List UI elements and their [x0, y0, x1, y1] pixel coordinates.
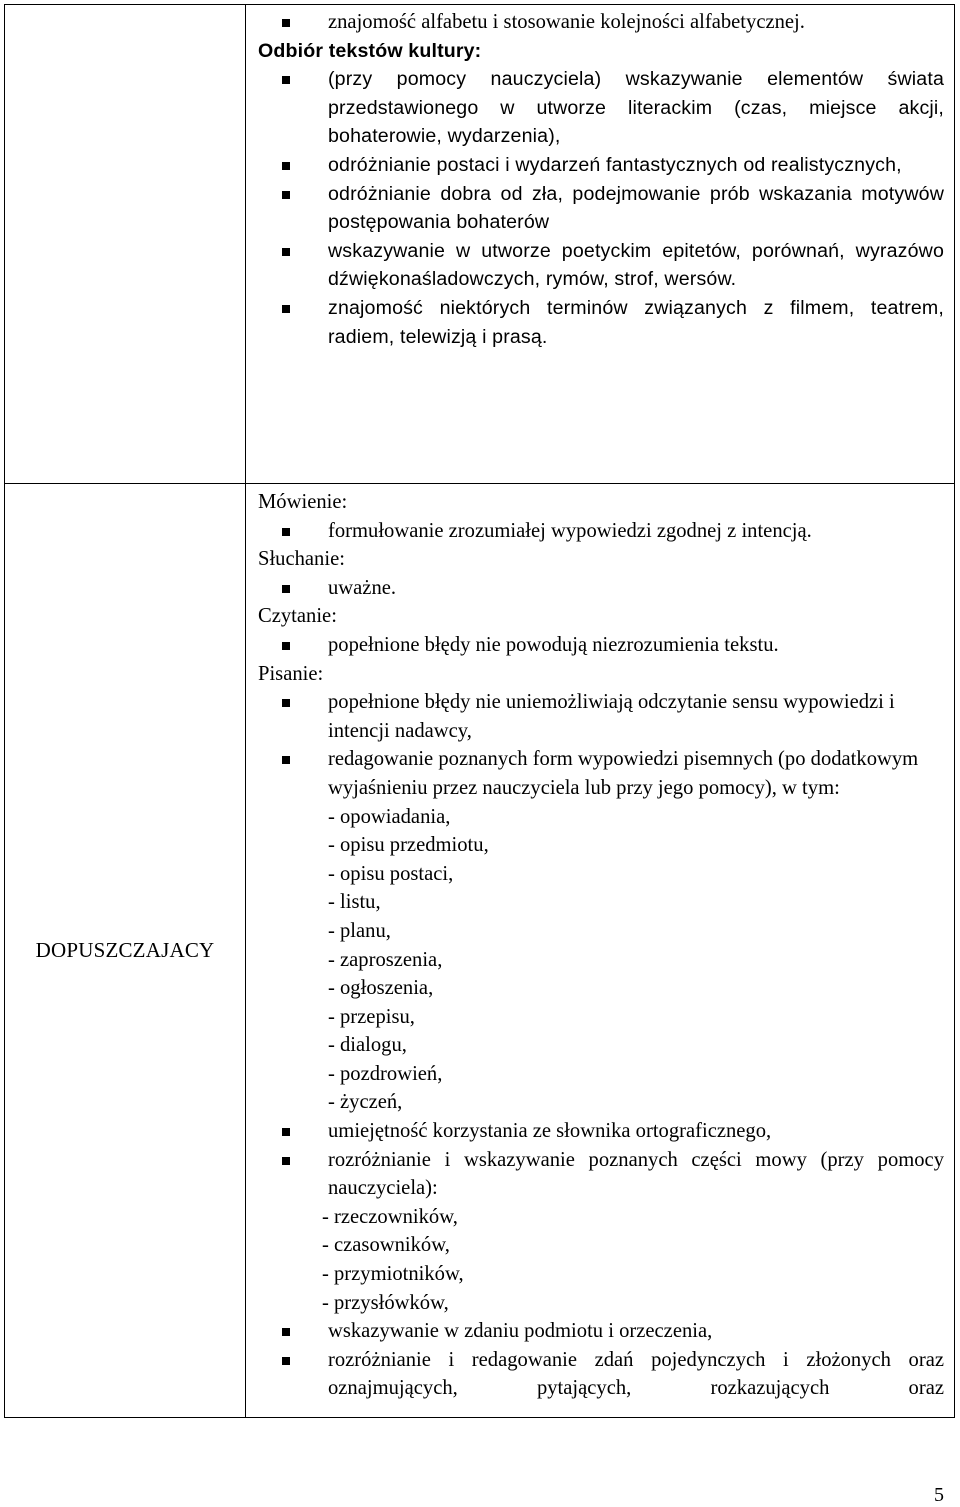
section-heading-writing: Pisanie: [258, 662, 324, 685]
form-item: - przepisu, [328, 1005, 415, 1028]
list-item: znajomość alfabetu i stosowanie kolejności alfabetycznej. [258, 8, 944, 37]
list-item: odróżnianie postaci i wydarzeń fantastycznych od realistycznych, [258, 151, 944, 180]
section-heading-listening: Słuchanie: [258, 548, 345, 571]
list-item: formułowanie zrozumiałej wypowiedzi zgodnej z intencją. [258, 517, 944, 546]
list-item: wskazywanie w zdaniu podmiotu i orzeczenia, [258, 1317, 944, 1346]
form-item: - opisu postaci, [328, 862, 454, 885]
form-item: - dialogu, [328, 1034, 407, 1057]
table-row [5, 484, 955, 1418]
form-item: - życzeń, [328, 1091, 403, 1114]
section-heading-speaking: Mówienie: [258, 491, 348, 513]
list-item: popełnione błędy nie uniemożliwiają odczytanie sensu wypowiedzi i intencji nadawcy, [258, 688, 944, 745]
part-of-speech-item: - rzeczowników, [322, 1205, 458, 1228]
form-item: - zaproszenia, [328, 948, 443, 971]
list-item: odróżnianie dobra od zła, podejmowanie prób wskazania motywów postępowania bohaterów [258, 180, 944, 237]
table-row [5, 5, 955, 484]
form-item: - pozdrowień, [328, 1062, 443, 1085]
list-item: rozróżnianie i wskazywanie poznanych części mowy (przy pomocy nauczyciela): [258, 1146, 944, 1203]
criteria-cell [246, 5, 955, 484]
form-item: - opowiadania, [328, 805, 451, 828]
list-item: znajomość niektórych terminów związanych z filmem, teatrem, radiem, telewizją i prasą. [258, 294, 944, 351]
criteria-table [4, 4, 955, 1418]
list-item: rozróżnianie i redagowanie zdań pojedynczych i złożonych oraz oznajmujących, pytających, rozkazujących oraz [258, 1346, 944, 1403]
part-of-speech-item: - czasowników, [322, 1234, 450, 1257]
criteria-cell [246, 484, 955, 1418]
list-item: uważne. [258, 574, 944, 603]
list-item: popełnione błędy nie powodują niezrozumienia tekstu. [258, 631, 944, 660]
part-of-speech-item: - przysłówków, [322, 1291, 449, 1314]
form-item: - listu, [328, 891, 381, 914]
form-item: - opisu przedmiotu, [328, 834, 489, 857]
list-item: wskazywanie w utworze poetyckim epitetów, porównań, wyrazówo dźwiękonaśladowczych, rymów, strof, wersów. [258, 237, 944, 294]
form-item: - planu, [328, 919, 391, 942]
page-number: 5 [934, 1484, 944, 1506]
section-heading-reception: Odbiór tekstów kultury: [258, 39, 482, 62]
grade-cell-empty [5, 5, 246, 484]
list-item: (przy pomocy nauczyciela) wskazywanie elementów świata przedstawionego w utworze literackim (czas, miejsce akcji, bohaterowie, wydarzenia), [258, 65, 944, 151]
section-heading-reading: Czytanie: [258, 605, 337, 628]
list-item: umiejętność korzystania ze słownika ortograficznego, [258, 1117, 944, 1146]
part-of-speech-item: - przymiotników, [322, 1263, 464, 1286]
form-item: - ogłoszenia, [328, 977, 434, 1000]
grade-label: DOPUSZCZAJACY [5, 484, 246, 1418]
list-item: redagowanie poznanych form wypowiedzi pisemnych (po dodatkowym wyjaśnieniu przez nauczyciela lub przy jego pomocy), w tym: [258, 745, 944, 802]
